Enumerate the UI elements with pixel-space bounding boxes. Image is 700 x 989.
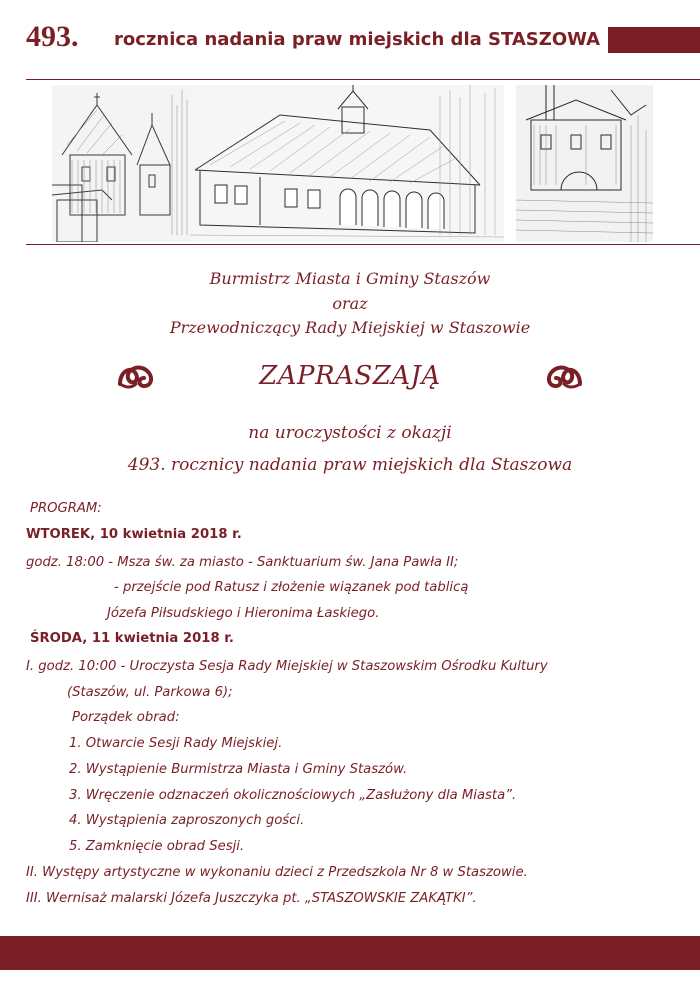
day-2-line: (Staszów, ul. Parkowa 6); <box>67 685 233 700</box>
host-council-chair: Przewodniczący Rady Miejskiej w Staszowie <box>169 318 531 337</box>
footer-accent-bar <box>0 936 700 970</box>
day-1-line: - przejście pod Ratusz i złożenie wiązanek pod tablicą <box>114 580 469 595</box>
day-1-heading: WTOREK, 10 kwietnia 2018 r. <box>26 527 242 542</box>
agenda-item: 3. Wręczenie odznaczeń okolicznościowych „Zasłużony dla Miasta”. <box>69 788 517 803</box>
agenda-item: 1. Otwarcie Sesji Rady Miejskiej. <box>69 736 283 751</box>
day-2-heading: ŚRODA, 11 kwietnia 2018 r. <box>30 631 234 646</box>
agenda-item: 4. Wystąpienia zaproszonych gości. <box>69 813 305 828</box>
anniversary-number: 493. <box>26 20 79 53</box>
host-mayor: Burmistrz Miasta i Gminy Staszów <box>209 269 491 288</box>
program-item: II. Występy artystyczne w wykonaniu dzieci z Przedszkola Nr 8 w Staszowie. <box>26 865 528 880</box>
day-1-line: godz. 18:00 - Msza św. za miasto - Sanktuarium św. Jana Pawła II; <box>26 555 459 570</box>
program-label: PROGRAM: <box>30 501 102 516</box>
program-item: III. Wernisaż malarski Józefa Juszczyka pt. „STASZOWSKIE ZAKĄTKI”. <box>26 891 477 906</box>
town-hall-sketch <box>190 85 504 242</box>
agenda-item: 2. Wystąpienie Burmistrza Miasta i Gminy Staszów. <box>69 762 408 777</box>
occasion-line-2: 493. rocznicy nadania praw miejskich dla Staszowa <box>127 455 573 475</box>
church-sketch <box>52 85 190 242</box>
bottom-divider <box>26 244 700 245</box>
invitation-headline: ZAPRASZAJĄ <box>259 361 441 391</box>
day-1-line: Józefa Piłsudskiego i Hieronima Łaskiego. <box>107 606 380 621</box>
ornament-right-icon <box>540 358 584 392</box>
page-title: rocznica nadania praw miejskich dla STASZOWA <box>114 29 601 50</box>
day-2-line: Porządek obrad: <box>72 710 180 725</box>
host-conjunction: oraz <box>332 294 368 313</box>
occasion-line-1: na uroczystości z okazji <box>248 423 452 443</box>
header-accent-bar <box>608 27 700 53</box>
day-2-line: I. godz. 10:00 - Uroczysta Sesja Rady Miejskiej w Staszowskim Ośrodku Kultury <box>26 659 548 674</box>
top-divider <box>26 79 700 80</box>
agenda-item: 5. Zamknięcie obrad Sesji. <box>69 839 245 854</box>
mill-sketch <box>516 85 653 242</box>
